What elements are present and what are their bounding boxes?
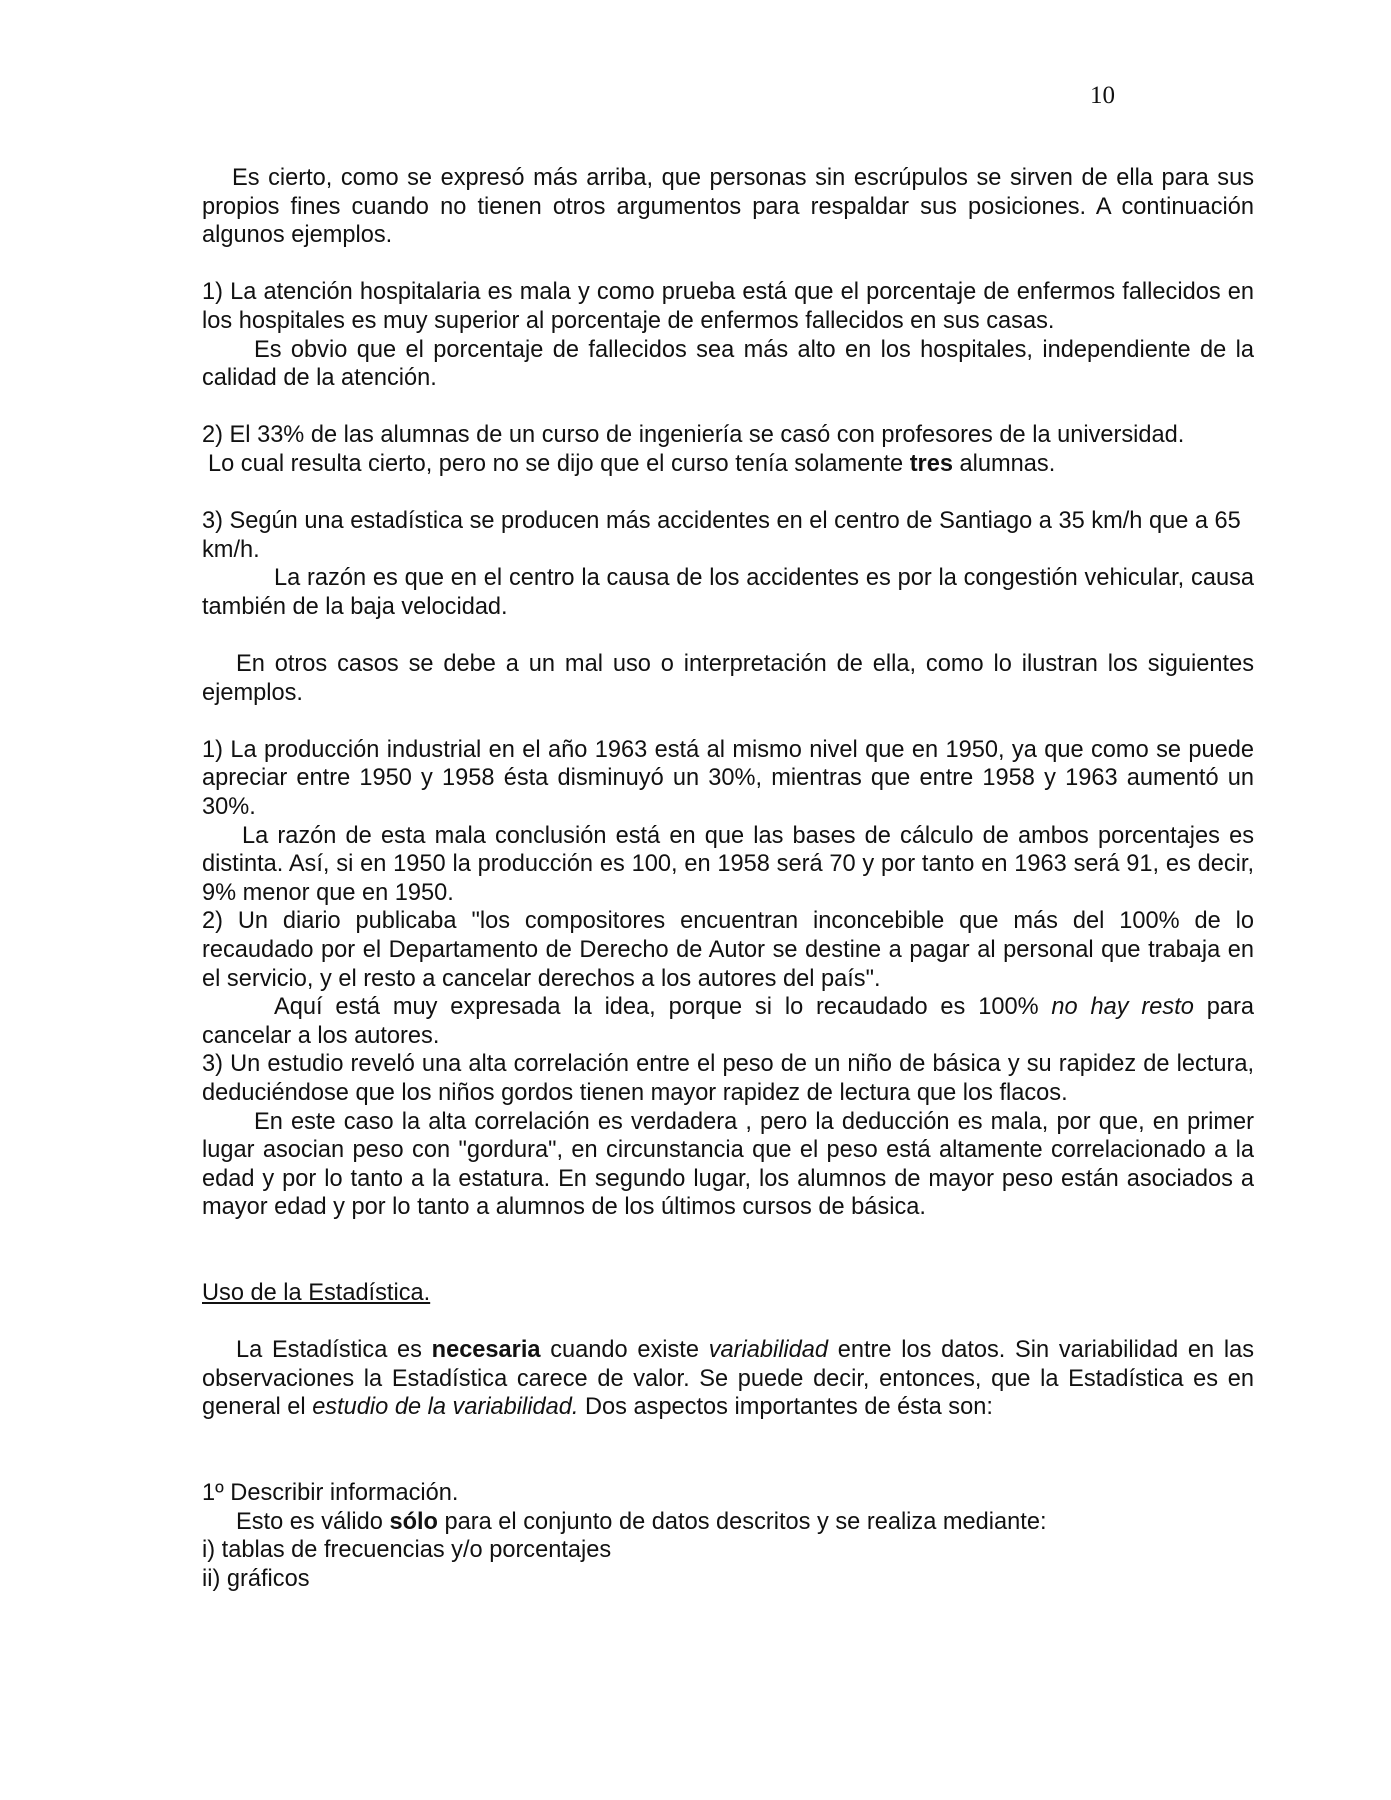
misuse-1-explanation: La razón de esta mala conclusión está en que las bases de cálculo de ambos porcentajes es distinta. Así, si en 1950 la producción es 100, en 1958 será 70 y por tanto en 1963 será 91, es decir, 9% menor que en 1950. <box>202 822 1254 906</box>
misuse-3-statement: 3) Un estudio reveló una alta correlación entre el peso de un niño de básica y su rapidez de lectura, deduciéndose que los niños gordos tienen mayor rapidez de lectura que los flacos. <box>202 1051 1254 1106</box>
section-intro-paragraph: La Estadística es necesaria cuando existe variabilidad entre los datos. Sin variabilidad en las observaciones la Estadística carece de valor. Se puede decir, entonces, que la Estadística es en general el estudio de la variabilidad. Dos aspectos importantes de ésta son: <box>202 1337 1254 1421</box>
misuse-1-statement: 1) La producción industrial en el año 1963 está al mismo nivel que en 1950, ya que como se puede apreciar entre 1950 y 1958 ésta disminuyó un 30%, mientras que entre 1958 y 1963 aumentó un 30%. <box>202 736 1254 821</box>
intro-paragraph: Es cierto, como se expresó más arriba, que personas sin escrúpulos se sirven de ella para sus propios fines cuando no tienen otros argumentos para respaldar sus posiciones. A continuación algunos ejemplos. <box>202 165 1254 249</box>
item-1-title: 1º Describir información. <box>202 1479 459 1506</box>
example-1-explanation: Es obvio que el porcentaje de fallecidos sea más alto en los hospitales, independiente de la calidad de la atención. <box>202 336 1254 392</box>
italic-variabilidad: variabilidad <box>708 1337 829 1364</box>
example-2-statement: 2) El 33% de las alumnas de un curso de ingeniería se casó con profesores de la universidad. <box>202 422 1185 449</box>
example-2-explanation: Lo cual resulta cierto, pero no se dijo que el curso tenía solamente tres alumnas. <box>208 450 1056 477</box>
italic-no-hay-resto: no hay resto <box>1051 994 1194 1021</box>
bold-solo: sólo <box>389 1508 438 1535</box>
example-1-statement: 1) La atención hospitalaria es mala y como prueba está que el porcentaje de enfermos fallecidos en los hospitales es muy superior al porcentaje de enfermos fallecidos en sus casas. <box>202 279 1254 334</box>
misuse-2-statement: 2) Un diario publicaba "los compositores encuentran inconcebible que más del 100% de lo recaudado por el Departamento de Derecho de Autor se destine a pagar al personal que trabaja en el servicio, y el resto a cancelar derechos a los autores del país". <box>202 908 1254 992</box>
list-item-i: i) tablas de frecuencias y/o porcentajes <box>202 1537 612 1564</box>
italic-estudio-variabilidad: estudio de la variabilidad. <box>312 1394 579 1421</box>
bold-tres: tres <box>909 450 953 477</box>
body-text <box>202 164 1254 1593</box>
example-3-explanation: La razón es que en el centro la causa de los accidentes es por la congestión vehicular, causa también de la baja velocidad. <box>202 565 1254 620</box>
bold-necesaria: necesaria <box>431 1337 541 1364</box>
misuse-3-explanation: En este caso la alta correlación es verdadera , pero la deducción es mala, por que, en primer lugar asocian peso con "gordura", en circunstancia que el peso está altamente correlacionado a la edad y por lo tanto a la estatura. En segundo lugar, los alumnos de mayor peso están asociados a mayor edad y por lo tanto a alumnos de los últimos cursos de básica. <box>202 1108 1254 1221</box>
section-heading: Uso de la Estadística. <box>202 1279 431 1306</box>
page-number: 10 <box>1090 82 1115 109</box>
item-1-description: Esto es válido sólo para el conjunto de datos descritos y se realiza mediante: <box>236 1508 1047 1535</box>
example-3-statement: 3) Según una estadística se producen más accidentes en el centro de Santiago a 35 km/h que a 65 km/h. <box>202 508 1241 563</box>
misuse-intro-paragraph: En otros casos se debe a un mal uso o interpretación de ella, como lo ilustran los siguientes ejemplos. <box>202 651 1254 706</box>
list-item-ii: ii) gráficos <box>202 1565 310 1592</box>
misuse-2-explanation: Aquí está muy expresada la idea, porque si lo recaudado es 100% no hay resto para cancelar a los autores. <box>202 994 1254 1049</box>
